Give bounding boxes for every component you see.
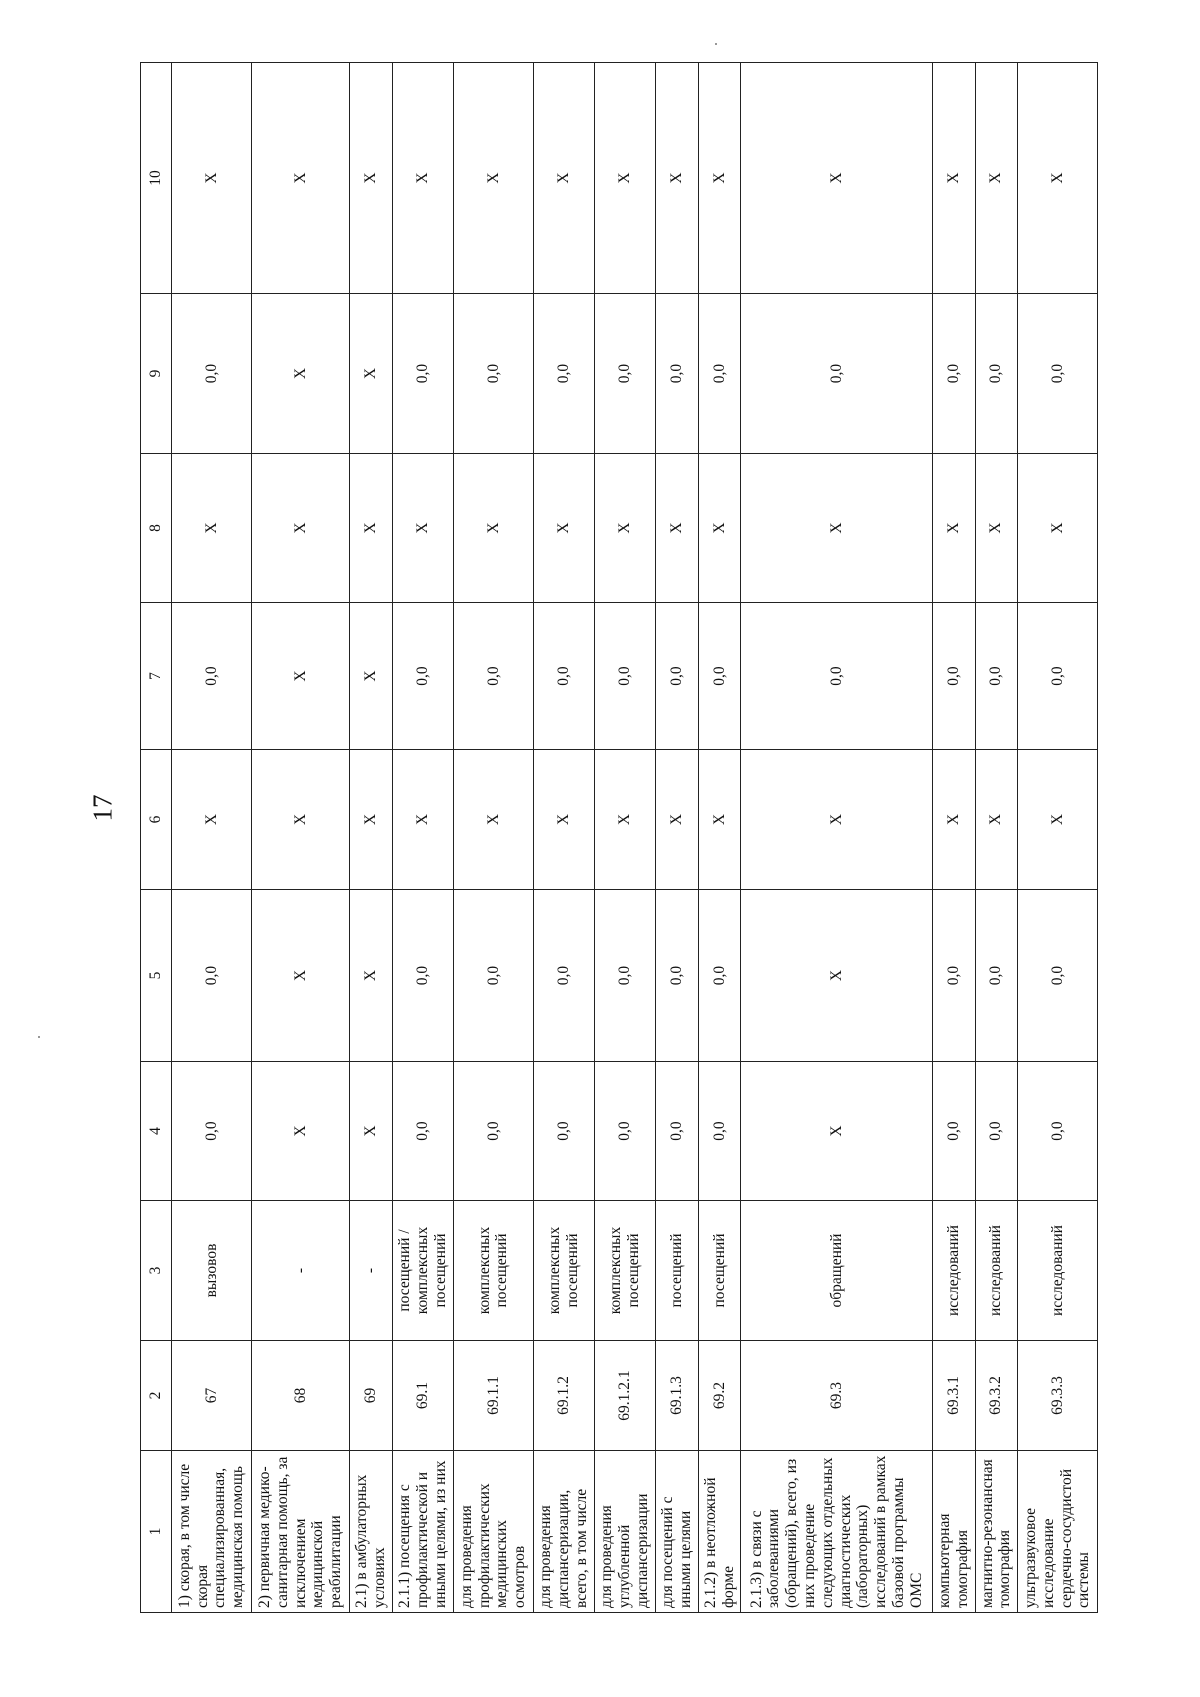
column-number-4: 4 [141,1062,172,1201]
cell-col-9: 0,0 [741,294,933,454]
row-unit: исследований [933,1201,976,1341]
column-number-row [141,63,172,1613]
cell-col-5: 0,0 [172,890,252,1062]
cell-col-9: 0,0 [698,294,741,454]
row-name: 1) скорая, в том числе скорая специализированная, медицинская помощь [172,1451,252,1613]
cell-col-4: X [350,1062,393,1201]
scan-speck [715,43,717,45]
row-unit: комплексных посещений [533,1201,594,1341]
cell-col-4: 0,0 [1018,1062,1098,1201]
cell-col-4: 0,0 [172,1062,252,1201]
cell-col-5: X [251,890,349,1062]
cell-col-6: X [392,750,453,890]
row-code: 69.3 [741,1341,933,1451]
cell-col-4: 0,0 [392,1062,453,1201]
cell-col-10: X [595,63,656,294]
cell-col-7: 0,0 [454,603,534,750]
row-unit: посещений / комплексных посещений [392,1201,453,1341]
cell-col-4: 0,0 [933,1062,976,1201]
table-row-primary-care [251,63,349,1613]
cell-col-5: 0,0 [533,890,594,1062]
cell-col-8: X [251,454,349,603]
cell-col-5: 0,0 [392,890,453,1062]
row-code: 67 [172,1341,252,1451]
cell-col-10: X [975,63,1018,294]
cell-col-10: X [656,63,699,294]
row-unit: - [350,1201,393,1341]
cell-col-7: 0,0 [533,603,594,750]
table-row-cardio-ultrasound [1018,63,1098,1613]
cell-col-10: X [172,63,252,294]
row-name: 2.1.3) в связи с заболеваниями (обращений), всего, из них проведение следующих отдельных диагностических (лабораторных) исследований в рамках базовой программы ОМС [741,1451,933,1613]
table-row-disease-related [741,63,933,1613]
row-unit: обращений [741,1201,933,1341]
row-name: ультразвуковое исследование сердечно-сосудистой системы [1018,1451,1098,1613]
cell-col-6: X [251,750,349,890]
row-unit: посещений [698,1201,741,1341]
row-name: для посещений с иными целями [656,1451,699,1613]
cell-col-10: X [741,63,933,294]
column-number-10: 10 [141,63,172,294]
cell-col-6: X [741,750,933,890]
column-number-1: 1 [141,1451,172,1613]
cell-col-6: X [656,750,699,890]
data-table [140,62,1098,1613]
row-name: 2.1.1) посещения с профилактической и иными целями, из них [392,1451,453,1613]
table-row-preventive-exams [454,63,534,1613]
cell-col-5: X [350,890,393,1062]
cell-col-8: X [350,454,393,603]
cell-col-10: X [350,63,393,294]
cell-col-8: X [656,454,699,603]
cell-col-7: X [350,603,393,750]
cell-col-6: X [595,750,656,890]
cell-col-5: 0,0 [933,890,976,1062]
row-code: 69 [350,1341,393,1451]
column-number-2: 2 [141,1341,172,1451]
cell-col-7: 0,0 [595,603,656,750]
page-number: 17 [87,794,118,822]
cell-col-4: X [741,1062,933,1201]
cell-col-8: X [172,454,252,603]
column-number-5: 5 [141,890,172,1062]
cell-col-10: X [933,63,976,294]
row-code: 69.1.1 [454,1341,534,1451]
cell-col-10: X [698,63,741,294]
row-name: 2.1) в амбулаторных условиях [350,1451,393,1613]
rotated-table-container [140,63,1098,1613]
cell-col-5: 0,0 [656,890,699,1062]
cell-col-9: 0,0 [392,294,453,454]
table-row-ct [933,63,976,1613]
cell-col-7: 0,0 [741,603,933,750]
row-code: 69.3.2 [975,1341,1018,1451]
cell-col-5: 0,0 [595,890,656,1062]
column-number-8: 8 [141,454,172,603]
row-unit: вызовов [172,1201,252,1341]
table-row-emergency [172,63,252,1613]
cell-col-4: 0,0 [533,1062,594,1201]
column-number-7: 7 [141,603,172,750]
cell-col-4: X [251,1062,349,1201]
cell-col-5: 0,0 [698,890,741,1062]
cell-col-8: X [595,454,656,603]
cell-col-5: 0,0 [975,890,1018,1062]
cell-col-4: 0,0 [698,1062,741,1201]
cell-col-4: 0,0 [595,1062,656,1201]
cell-col-6: X [172,750,252,890]
cell-col-9: 0,0 [975,294,1018,454]
row-unit: комплексных посещений [454,1201,534,1341]
cell-col-5: 0,0 [454,890,534,1062]
table-row-mri [975,63,1018,1613]
row-code: 69.1 [392,1341,453,1451]
table-row-in-depth-dispensarization [595,63,656,1613]
table-row-outpatient [350,63,393,1613]
cell-col-4: 0,0 [656,1062,699,1201]
row-name: для проведения профилактических медицинских осмотров [454,1451,534,1613]
row-code: 68 [251,1341,349,1451]
cell-col-9: 0,0 [933,294,976,454]
row-code: 69.1.3 [656,1341,699,1451]
row-name: для проведения диспансеризации, всего, в том числе [533,1451,594,1613]
row-name: 2.1.2) в неотложной форме [698,1451,741,1613]
column-number-9: 9 [141,294,172,454]
cell-col-9: 0,0 [1018,294,1098,454]
cell-col-9: 0,0 [595,294,656,454]
cell-col-4: 0,0 [975,1062,1018,1201]
row-name: 2) первичная медико-санитарная помощь, за исключением медицинской реабилитации [251,1451,349,1613]
cell-col-8: X [533,454,594,603]
cell-col-8: X [1018,454,1098,603]
cell-col-10: X [251,63,349,294]
cell-col-6: X [1018,750,1098,890]
row-name: для проведения углубленной диспансеризации [595,1451,656,1613]
cell-col-7: 0,0 [172,603,252,750]
table-row-urgent [698,63,741,1613]
cell-col-9: 0,0 [656,294,699,454]
row-code: 69.1.2.1 [595,1341,656,1451]
cell-col-6: X [698,750,741,890]
row-unit: исследований [1018,1201,1098,1341]
row-unit: - [251,1201,349,1341]
cell-col-6: X [350,750,393,890]
cell-col-6: X [933,750,976,890]
column-number-3: 3 [141,1201,172,1341]
cell-col-5: X [741,890,933,1062]
cell-col-8: X [698,454,741,603]
row-name: магнитно-резонансная томография [975,1451,1018,1613]
cell-col-7: 0,0 [698,603,741,750]
cell-col-8: X [975,454,1018,603]
cell-col-7: 0,0 [933,603,976,750]
cell-col-9: 0,0 [454,294,534,454]
cell-col-6: X [533,750,594,890]
cell-col-8: X [741,454,933,603]
row-code: 69.3.3 [1018,1341,1098,1451]
row-unit: комплексных посещений [595,1201,656,1341]
row-unit: исследований [975,1201,1018,1341]
cell-col-7: X [251,603,349,750]
scan-speck [38,1036,40,1038]
row-unit: посещений [656,1201,699,1341]
cell-col-4: 0,0 [454,1062,534,1201]
cell-col-8: X [933,454,976,603]
row-code: 69.3.1 [933,1341,976,1451]
row-code: 69.2 [698,1341,741,1451]
cell-col-7: 0,0 [975,603,1018,750]
table-row-other-visits [656,63,699,1613]
cell-col-9: 0,0 [172,294,252,454]
cell-col-5: 0,0 [1018,890,1098,1062]
table-row-preventive-visits [392,63,453,1613]
cell-col-9: X [251,294,349,454]
cell-col-10: X [392,63,453,294]
cell-col-10: X [454,63,534,294]
cell-col-9: X [350,294,393,454]
row-code: 69.1.2 [533,1341,594,1451]
cell-col-7: 0,0 [392,603,453,750]
cell-col-9: 0,0 [533,294,594,454]
cell-col-8: X [392,454,453,603]
cell-col-7: 0,0 [656,603,699,750]
row-name: компьютерная томография [933,1451,976,1613]
cell-col-10: X [1018,63,1098,294]
cell-col-6: X [975,750,1018,890]
cell-col-7: 0,0 [1018,603,1098,750]
cell-col-10: X [533,63,594,294]
cell-col-6: X [454,750,534,890]
cell-col-8: X [454,454,534,603]
table-row-dispensarization [533,63,594,1613]
column-number-6: 6 [141,750,172,890]
